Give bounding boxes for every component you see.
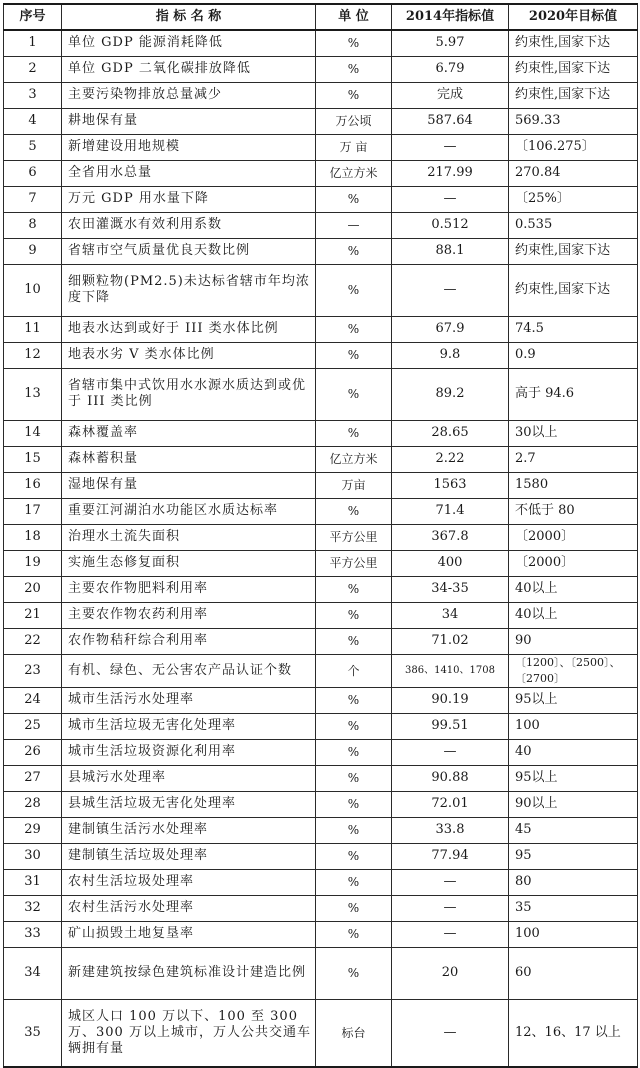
target-2020: 80 — [509, 869, 638, 895]
row-number: 19 — [4, 550, 62, 576]
table-row — [4, 56, 638, 82]
value-2014: 1563 — [392, 472, 509, 498]
indicator-name: 农村生活污水处理率 — [62, 895, 316, 921]
indicator-table — [3, 3, 638, 1068]
row-number: 12 — [4, 342, 62, 368]
table-row — [4, 264, 638, 316]
row-number: 32 — [4, 895, 62, 921]
value-2014: 587.64 — [392, 108, 509, 134]
indicator-unit: % — [316, 791, 392, 817]
row-number: 24 — [4, 687, 62, 713]
row-number: 21 — [4, 602, 62, 628]
table-row — [4, 869, 638, 895]
header-unit: 单 位 — [316, 4, 392, 30]
indicator-unit: 万 亩 — [316, 134, 392, 160]
row-number: 9 — [4, 238, 62, 264]
row-number: 34 — [4, 947, 62, 999]
target-2020: 90以上 — [509, 791, 638, 817]
indicator-unit: 平方公里 — [316, 550, 392, 576]
row-number: 33 — [4, 921, 62, 947]
target-2020: 〔2000〕 — [509, 524, 638, 550]
value-2014: — — [392, 134, 509, 160]
value-2014: 9.8 — [392, 342, 509, 368]
target-2020: 〔25%〕 — [509, 186, 638, 212]
target-2020: 40以上 — [509, 576, 638, 602]
indicator-unit: % — [316, 82, 392, 108]
indicator-unit: % — [316, 765, 392, 791]
target-2020: 0.9 — [509, 342, 638, 368]
indicator-name: 主要农作物肥料利用率 — [62, 576, 316, 602]
row-number: 15 — [4, 446, 62, 472]
row-number: 6 — [4, 160, 62, 186]
table-row — [4, 843, 638, 869]
indicator-unit: % — [316, 264, 392, 316]
indicator-name: 建制镇生活污水处理率 — [62, 817, 316, 843]
row-number: 26 — [4, 739, 62, 765]
indicator-unit: % — [316, 56, 392, 82]
indicator-name: 森林覆盖率 — [62, 420, 316, 446]
indicator-unit: % — [316, 30, 392, 56]
target-2020: 95以上 — [509, 687, 638, 713]
indicator-name: 重要江河湖泊水功能区水质达标率 — [62, 498, 316, 524]
table-row — [4, 602, 638, 628]
value-2014: 400 — [392, 550, 509, 576]
indicator-unit: 万公顷 — [316, 108, 392, 134]
table-row — [4, 30, 638, 56]
row-number: 1 — [4, 30, 62, 56]
value-2014: 99.51 — [392, 713, 509, 739]
indicator-name: 省辖市集中式饮用水水源水质达到或优于 III 类比例 — [62, 368, 316, 420]
value-2014: 5.97 — [392, 30, 509, 56]
value-2014: 367.8 — [392, 524, 509, 550]
target-2020: 1580 — [509, 472, 638, 498]
value-2014: 34 — [392, 602, 509, 628]
table-row — [4, 947, 638, 999]
header-value-2014: 2014年指标值 — [392, 4, 509, 30]
indicator-name: 地表水劣 V 类水体比例 — [62, 342, 316, 368]
indicator-unit: % — [316, 817, 392, 843]
indicator-unit: % — [316, 368, 392, 420]
value-2014: 33.8 — [392, 817, 509, 843]
indicator-name: 耕地保有量 — [62, 108, 316, 134]
indicator-name: 城市生活污水处理率 — [62, 687, 316, 713]
row-number: 25 — [4, 713, 62, 739]
table-row — [4, 550, 638, 576]
indicator-name: 主要农作物农药利用率 — [62, 602, 316, 628]
value-2014: 28.65 — [392, 420, 509, 446]
indicator-name: 单位 GDP 能源消耗降低 — [62, 30, 316, 56]
table-row — [4, 446, 638, 472]
indicator-name: 城市生活垃圾无害化处理率 — [62, 713, 316, 739]
target-2020: 40 — [509, 739, 638, 765]
row-number: 8 — [4, 212, 62, 238]
table-body — [4, 30, 638, 1067]
indicator-unit: 个 — [316, 654, 392, 687]
table-row — [4, 654, 638, 687]
indicator-unit: 万亩 — [316, 472, 392, 498]
indicator-name: 城市生活垃圾资源化利用率 — [62, 739, 316, 765]
row-number: 3 — [4, 82, 62, 108]
target-2020: 〔2000〕 — [509, 550, 638, 576]
target-2020: 0.535 — [509, 212, 638, 238]
target-2020: 〔1200〕、〔2500〕、〔2700〕 — [509, 654, 638, 687]
row-number: 23 — [4, 654, 62, 687]
target-2020: 270.84 — [509, 160, 638, 186]
value-2014: — — [392, 264, 509, 316]
header-value-2020: 2020年目标值 — [509, 4, 638, 30]
row-number: 16 — [4, 472, 62, 498]
table-row — [4, 628, 638, 654]
target-2020: 〔106.275〕 — [509, 134, 638, 160]
header-no: 序号 — [4, 4, 62, 30]
table-row — [4, 134, 638, 160]
row-number: 27 — [4, 765, 62, 791]
target-2020: 约束性,国家下达 — [509, 56, 638, 82]
indicator-name: 矿山损毁土地复垦率 — [62, 921, 316, 947]
indicator-unit: % — [316, 602, 392, 628]
indicator-unit: % — [316, 498, 392, 524]
value-2014: 90.19 — [392, 687, 509, 713]
indicator-unit: % — [316, 947, 392, 999]
indicator-name: 县城污水处理率 — [62, 765, 316, 791]
target-2020: 高于 94.6 — [509, 368, 638, 420]
indicator-unit: % — [316, 628, 392, 654]
value-2014: 67.9 — [392, 316, 509, 342]
value-2014: 89.2 — [392, 368, 509, 420]
row-number: 4 — [4, 108, 62, 134]
value-2014: — — [392, 869, 509, 895]
value-2014: 34-35 — [392, 576, 509, 602]
indicator-name: 森林蓄积量 — [62, 446, 316, 472]
value-2014: — — [392, 921, 509, 947]
row-number: 29 — [4, 817, 62, 843]
indicator-name: 建制镇生活垃圾处理率 — [62, 843, 316, 869]
row-number: 30 — [4, 843, 62, 869]
target-2020: 约束性,国家下达 — [509, 82, 638, 108]
indicator-unit: % — [316, 895, 392, 921]
value-2014: 6.79 — [392, 56, 509, 82]
indicator-unit: — — [316, 212, 392, 238]
value-2014: 71.02 — [392, 628, 509, 654]
value-2014: — — [392, 739, 509, 765]
value-2014: 20 — [392, 947, 509, 999]
row-number: 22 — [4, 628, 62, 654]
table-row — [4, 238, 638, 264]
indicator-name: 农田灌溉水有效利用系数 — [62, 212, 316, 238]
indicator-unit: % — [316, 869, 392, 895]
table-row — [4, 576, 638, 602]
table-row — [4, 82, 638, 108]
value-2014: 2.22 — [392, 446, 509, 472]
target-2020: 2.7 — [509, 446, 638, 472]
target-2020: 约束性,国家下达 — [509, 30, 638, 56]
table-row — [4, 524, 638, 550]
table-row — [4, 160, 638, 186]
target-2020: 35 — [509, 895, 638, 921]
indicator-name: 湿地保有量 — [62, 472, 316, 498]
header-row — [4, 4, 638, 30]
header-name: 指 标 名 称 — [62, 4, 316, 30]
target-2020: 569.33 — [509, 108, 638, 134]
row-number: 14 — [4, 420, 62, 446]
indicator-unit: % — [316, 687, 392, 713]
row-number: 11 — [4, 316, 62, 342]
value-2014: — — [392, 999, 509, 1067]
indicator-name: 新增建设用地规模 — [62, 134, 316, 160]
target-2020: 60 — [509, 947, 638, 999]
table-row — [4, 212, 638, 238]
target-2020: 90 — [509, 628, 638, 654]
value-2014: 0.512 — [392, 212, 509, 238]
row-number: 31 — [4, 869, 62, 895]
table-row — [4, 739, 638, 765]
row-number: 2 — [4, 56, 62, 82]
indicator-unit: % — [316, 186, 392, 212]
value-2014: — — [392, 895, 509, 921]
table-row — [4, 108, 638, 134]
value-2014: 77.94 — [392, 843, 509, 869]
value-2014: 217.99 — [392, 160, 509, 186]
indicator-unit: % — [316, 576, 392, 602]
table-row — [4, 687, 638, 713]
target-2020: 12、16、17 以上 — [509, 999, 638, 1067]
indicator-name: 省辖市空气质量优良天数比例 — [62, 238, 316, 264]
value-2014: 88.1 — [392, 238, 509, 264]
indicator-unit: % — [316, 713, 392, 739]
target-2020: 74.5 — [509, 316, 638, 342]
indicator-unit: % — [316, 420, 392, 446]
table-row — [4, 895, 638, 921]
indicator-unit: 标台 — [316, 999, 392, 1067]
value-2014: — — [392, 186, 509, 212]
indicator-unit: % — [316, 238, 392, 264]
indicator-unit: % — [316, 843, 392, 869]
table-row — [4, 368, 638, 420]
table-row — [4, 316, 638, 342]
indicator-name: 实施生态修复面积 — [62, 550, 316, 576]
table-row — [4, 817, 638, 843]
target-2020: 约束性,国家下达 — [509, 238, 638, 264]
indicator-unit: % — [316, 739, 392, 765]
table-row — [4, 472, 638, 498]
indicator-name: 全省用水总量 — [62, 160, 316, 186]
target-2020: 100 — [509, 713, 638, 739]
value-2014: 71.4 — [392, 498, 509, 524]
indicator-unit: 亿立方米 — [316, 446, 392, 472]
value-2014: 386、1410、1708 — [392, 654, 509, 687]
target-2020: 45 — [509, 817, 638, 843]
indicator-name: 地表水达到或好于 III 类水体比例 — [62, 316, 316, 342]
table-row — [4, 999, 638, 1067]
value-2014: 72.01 — [392, 791, 509, 817]
indicator-name: 新建建筑按绿色建筑标准设计建造比例 — [62, 947, 316, 999]
target-2020: 95 — [509, 843, 638, 869]
row-number: 13 — [4, 368, 62, 420]
row-number: 35 — [4, 999, 62, 1067]
indicator-unit: % — [316, 342, 392, 368]
indicator-name: 治理水土流失面积 — [62, 524, 316, 550]
row-number: 18 — [4, 524, 62, 550]
target-2020: 100 — [509, 921, 638, 947]
row-number: 7 — [4, 186, 62, 212]
indicator-name: 城区人口 100 万以下、100 至 300 万、300 万以上城市，万人公共交通车辆拥有量 — [62, 999, 316, 1067]
target-2020: 30以上 — [509, 420, 638, 446]
row-number: 17 — [4, 498, 62, 524]
table-row — [4, 791, 638, 817]
indicator-name: 万元 GDP 用水量下降 — [62, 186, 316, 212]
table-row — [4, 765, 638, 791]
indicator-name: 细颗粒物(PM2.5)未达标省辖市年均浓度下降 — [62, 264, 316, 316]
table-row — [4, 186, 638, 212]
table-row — [4, 342, 638, 368]
indicator-name: 农村生活垃圾处理率 — [62, 869, 316, 895]
row-number: 28 — [4, 791, 62, 817]
indicator-name: 农作物秸秆综合利用率 — [62, 628, 316, 654]
target-2020: 约束性,国家下达 — [509, 264, 638, 316]
target-2020: 40以上 — [509, 602, 638, 628]
indicator-unit: % — [316, 316, 392, 342]
value-2014: 90.88 — [392, 765, 509, 791]
indicator-name: 主要污染物排放总量减少 — [62, 82, 316, 108]
row-number: 10 — [4, 264, 62, 316]
indicator-name: 单位 GDP 二氧化碳排放降低 — [62, 56, 316, 82]
indicator-name: 有机、绿色、无公害农产品认证个数 — [62, 654, 316, 687]
target-2020: 95以上 — [509, 765, 638, 791]
row-number: 5 — [4, 134, 62, 160]
table-row — [4, 713, 638, 739]
table-row — [4, 420, 638, 446]
row-number: 20 — [4, 576, 62, 602]
indicator-unit: 平方公里 — [316, 524, 392, 550]
indicator-unit: 亿立方米 — [316, 160, 392, 186]
indicator-name: 县城生活垃圾无害化处理率 — [62, 791, 316, 817]
table-row — [4, 921, 638, 947]
table-row — [4, 498, 638, 524]
indicator-unit: % — [316, 921, 392, 947]
value-2014: 完成 — [392, 82, 509, 108]
target-2020: 不低于 80 — [509, 498, 638, 524]
